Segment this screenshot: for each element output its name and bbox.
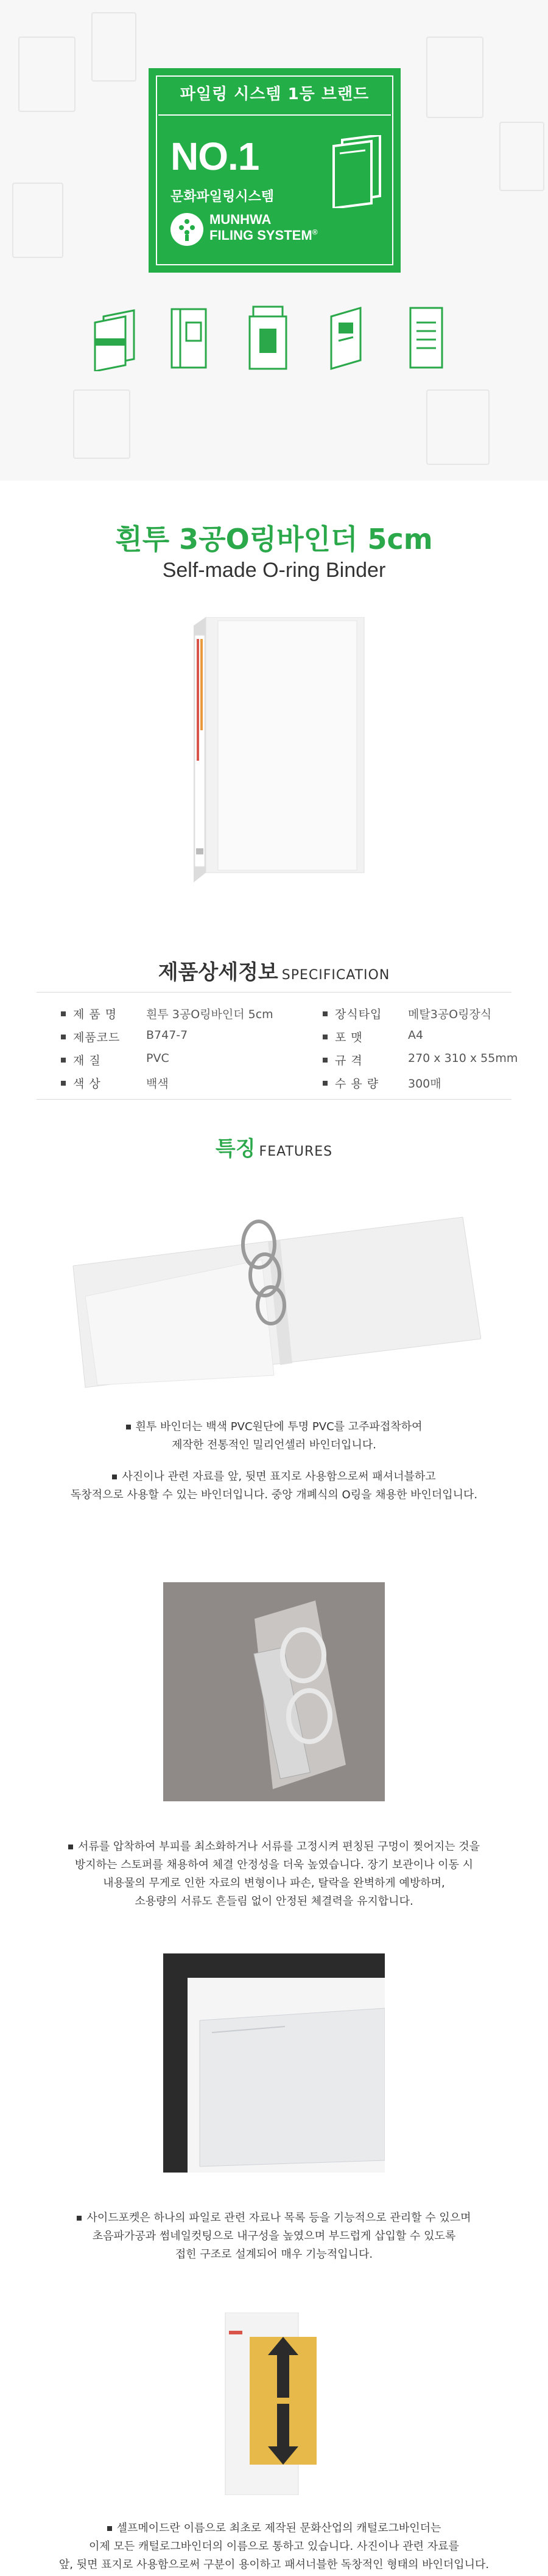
badge-divider [158, 114, 391, 116]
hero-section [0, 0, 548, 481]
feature-text-4: 셀프메이드란 이름으로 최초로 제작된 문화산업의 캐털로그바인더는 이제 모든 캐털로그바인더의 이름으로 통하고 있습니다. 사진이나 관련 자료를 앞, 뒷면 표지로 사용함으로써 구분이 용이하고 패셔너블한 독창적인 형태의 바인더입니다. [58, 2522, 490, 2571]
features-heading-english: FEATURES [259, 1144, 333, 1159]
spec-heading-korean: 제품상세정보 [158, 960, 278, 985]
bullet-icon [77, 2216, 82, 2221]
spec-heading-english: SPECIFICATION [281, 968, 390, 983]
specification-section [0, 931, 548, 1101]
folder-icon [91, 304, 140, 371]
spec-row: 포 맷 A4 [323, 1028, 524, 1047]
feature-text-3: 사이드포켓은 하나의 파일로 관련 자료나 목록 등을 기능적으로 관리할 수 있으며 초음파가공과 썸네일컷팅으로 내구성을 높였으며 부드럽게 삽입할 수 있도록 접힌 구조로 설계되어 매우 기능적입니다. [0, 2209, 548, 2264]
spec-divider-top [37, 992, 511, 993]
features-heading-korean: 특징 [215, 1137, 256, 1161]
badge-no1: NO.1 [170, 134, 259, 178]
munhwa-logo-icon [170, 213, 203, 246]
spec-row: 장식타입 메탈3공O링장식 [323, 1005, 524, 1024]
bullet-icon [126, 1425, 131, 1429]
bullet-icon [61, 1058, 66, 1063]
document-binder-icon [244, 304, 292, 371]
bullet-icon [323, 1035, 328, 1039]
bullet-icon [323, 1081, 328, 1086]
bullet-icon [61, 1011, 66, 1016]
spec-row: 색 상 백색 [61, 1075, 286, 1093]
background-folder-decoration [73, 389, 130, 459]
binder-product-image [194, 617, 370, 887]
binder-icon [331, 135, 385, 211]
ring-binder-icon [164, 304, 213, 371]
spec-divider-bottom [37, 1099, 511, 1100]
spec-heading [0, 955, 548, 985]
bullet-icon [61, 1081, 66, 1086]
open-binder-image [67, 1193, 481, 1396]
spec-row: 재 질 PVC [61, 1052, 286, 1070]
bullet-icon [68, 1845, 73, 1849]
spec-row: 규 격 270 x 310 x 55mm [323, 1052, 524, 1070]
file-box-icon [323, 304, 371, 371]
badge-tagline: 파일링 시스템 1등 브랜드 [180, 85, 370, 103]
bullet-icon [61, 1035, 66, 1039]
product-title-english: Self-made O-ring Binder [162, 559, 386, 582]
feature-text-1: 흰투 바인더는 백색 PVC원단에 투명 PVC를 고주파접착하여 제작한 전통적인 밀리언셀러 바인더입니다. 사진이나 관련 자료를 앞, 뒷면 표지로 사용함으로써 패셔너블하고 독창적으로 사용할 수 있는 바인더입니다. 중앙 개폐식의 O링을 채용한 바인더입니다. [70, 1420, 478, 1501]
bullet-icon [107, 2526, 112, 2531]
product-title-korean: 흰투 3공O링바인더 5cm [115, 523, 433, 556]
notebook-icon [402, 304, 451, 371]
binder-spine-insert-image [189, 2312, 347, 2497]
side-pocket-image [163, 1953, 385, 2173]
background-folder-decoration [499, 122, 544, 191]
background-folder-decoration [18, 37, 76, 112]
bullet-icon [112, 1475, 117, 1479]
bullet-icon [323, 1058, 328, 1063]
features-section [0, 1101, 548, 2576]
features-heading [0, 1132, 548, 1162]
brand-name-line2: FILING SYSTEM® [209, 228, 318, 243]
feature-text-2: 서류를 압착하여 부피를 최소화하거나 서류를 고정시켜 편칭된 구멍이 찢어지는 것을 방지하는 스토퍼를 채용하여 체결 안정성을 더욱 높였습니다. 장기 보관이나 이동 시 내용물의 무게로 인한 자료의 변형이나 파손, 탈락을 완벽하게 예방하며, 소용량의 서류도 흔들림 없이 안정된 체결력을 유지합니다. [0, 1838, 548, 1911]
brand-name-line1: MUNHWA [209, 212, 272, 227]
spec-row: 제 품 명 흰투 3공O링바인더 5cm [61, 1005, 286, 1024]
badge-subtitle: 문화파일링시스템 [170, 189, 275, 204]
background-folder-decoration [12, 183, 63, 258]
no1-brand-badge [149, 68, 401, 273]
spec-row: 수 용 량 300매 [323, 1075, 524, 1093]
ring-mechanism-image [163, 1582, 385, 1801]
spec-row: 제품코드 B747-7 [61, 1028, 286, 1047]
bullet-icon [323, 1011, 328, 1016]
background-folder-decoration [91, 12, 136, 82]
background-folder-decoration [426, 37, 483, 118]
background-folder-decoration [426, 389, 490, 465]
